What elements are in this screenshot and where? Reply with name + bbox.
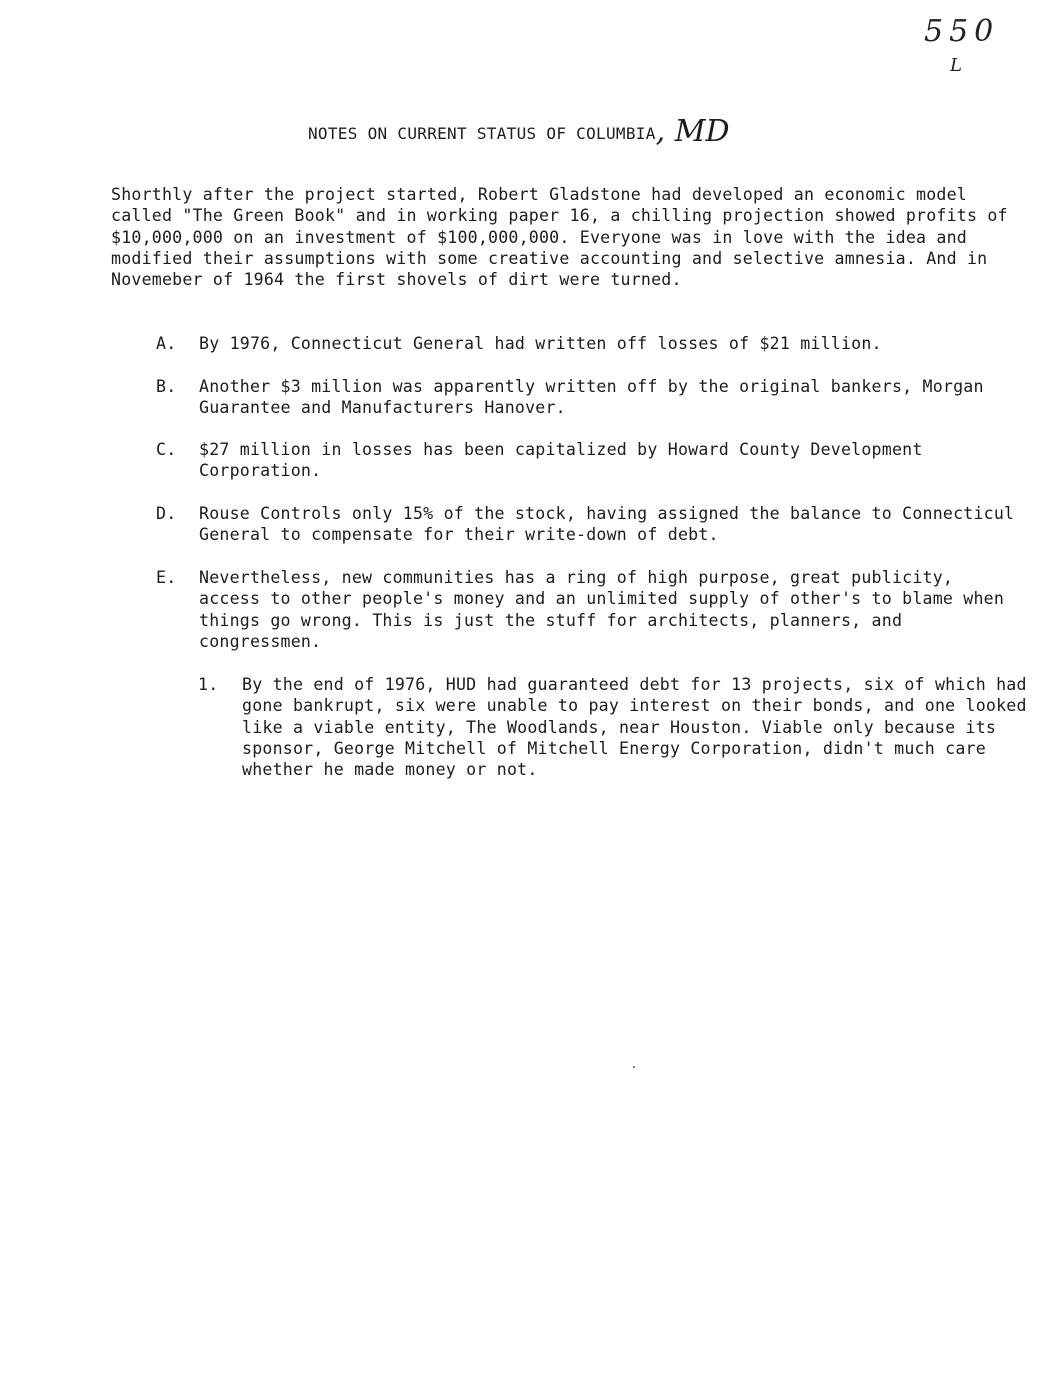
list-marker: 1. <box>198 675 219 694</box>
list-marker: B. <box>156 377 177 396</box>
list-marker: A. <box>156 334 177 353</box>
handwritten-title-suffix: , MD <box>655 114 730 149</box>
list-item-text: By 1976, Connecticut General had written off losses of $21 million. <box>199 334 882 353</box>
list-marker: E. <box>156 568 177 587</box>
intro-paragraph: Shorthly after the project started, Robert Gladstone had developed an economic model called "The Green Book" and in working paper 16, a chilling projection showed profits of $10,000,000 on an investment of $100,000,000. Everyone was in love with the idea and modified their assumptions with some creative accounting and selective amnesia. And in Novemeber of 1964 the first shovels of dirt were turned. <box>111 185 1008 290</box>
list-item-text: Another $3 million was apparently written off by the original bankers, Morgan Guarantee and Manufacturers Hanover. <box>199 377 984 418</box>
title-text: NOTES ON CURRENT STATUS OF COLUMBIA <box>308 124 656 143</box>
list-item-b <box>156 376 1016 420</box>
list-item-e <box>156 567 1016 655</box>
list-item-text: Rouse Controls only 15% of the stock, having assigned the balance to Connecticul General to compensate for their write-down of debt. <box>199 504 1015 545</box>
list-item-text: By the end of 1976, HUD had guaranteed debt for 13 projects, six of which had gone bankrupt, six were unable to pay interest on their bonds, and one looked like a viable entity, The Woodlands, near Houston. Viable only because its sponsor, George Mitchell of Mitchell Energy Corporation, didn't much care whether he made money or not. <box>242 675 1027 780</box>
list-item-d <box>156 503 1016 547</box>
list-marker: D. <box>156 504 177 523</box>
list-item-text: Nevertheless, new communities has a ring of high purpose, great publicity, access to other people's money and an unlimited supply of other's to blame when things go wrong. This is just the stuff for architects, planners, and congressmen. <box>199 568 1005 651</box>
sub-list-item-1 <box>198 674 1028 780</box>
list-item-text: $27 million in losses has been capitalized by Howard County Development Corporation. <box>199 440 923 481</box>
stray-mark <box>633 1066 635 1068</box>
page-title <box>308 112 730 147</box>
handwritten-page-number: 550 <box>924 14 1000 49</box>
list-item-c <box>156 439 1016 483</box>
handwritten-mark: L <box>950 55 962 76</box>
list-marker: C. <box>156 440 177 459</box>
list-item-a <box>156 333 1016 355</box>
